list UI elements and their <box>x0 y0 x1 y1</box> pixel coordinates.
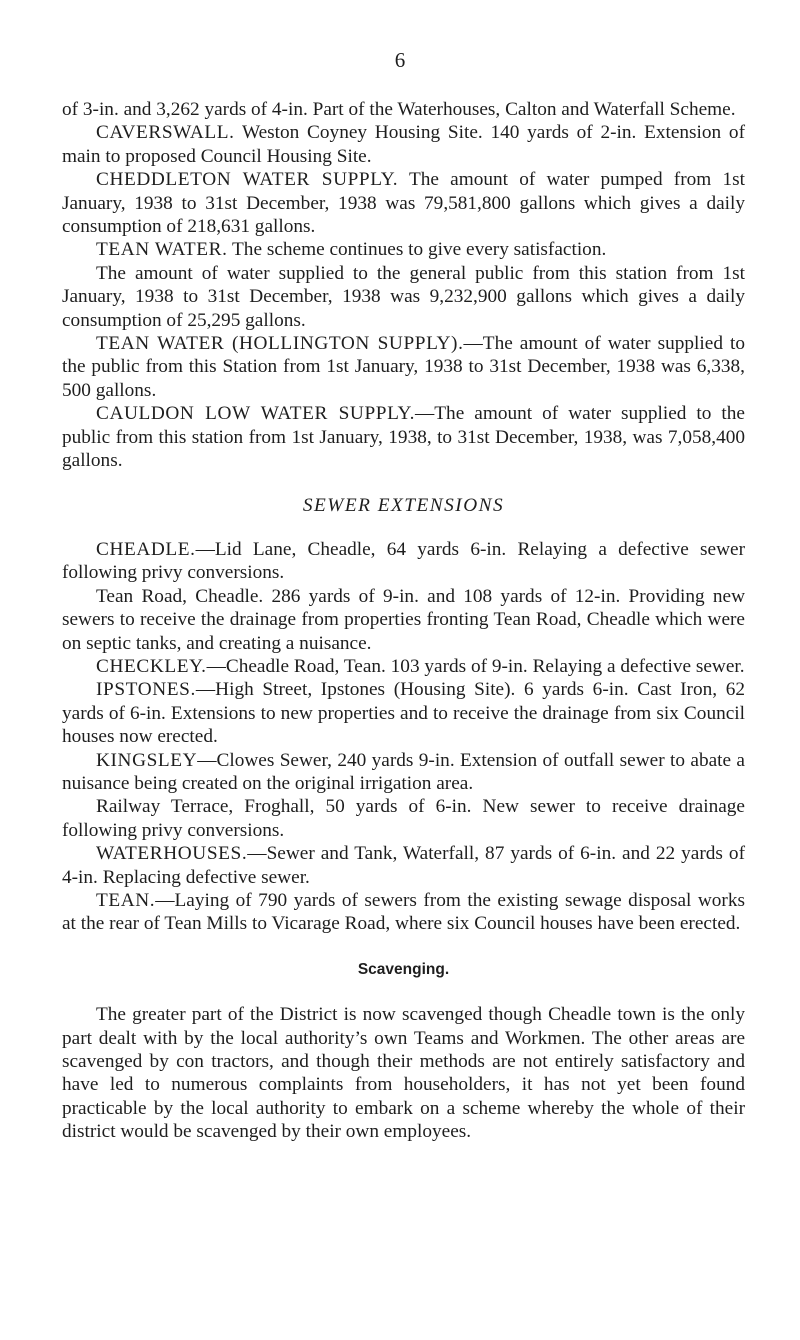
paragraph-caverswall <box>62 121 745 168</box>
sewer-extensions-heading: SEWER EXTENSIONS <box>302 494 505 516</box>
paragraph-tean-water <box>62 238 745 261</box>
paragraph-ipstones <box>62 678 745 748</box>
scavenging-heading: Scavenging. <box>357 960 450 978</box>
tean-hollington-lead: TEAN WATER (HOLLINGTON SUPPLY). <box>96 333 464 355</box>
tean-water-lead: TEAN WATER. <box>96 239 228 261</box>
cauldon-low-lead: CAULDON LOW WATER SUPPLY. <box>96 403 415 425</box>
body-text <box>62 98 745 1144</box>
tean-water-text: The scheme continues to give every satisfaction. <box>227 239 607 261</box>
kingsley-lead: KINGSLEY <box>96 749 198 771</box>
cheadle-lead: CHEADLE. <box>96 538 196 560</box>
paragraph-cheddleton <box>62 168 745 238</box>
checkley-lead: CHECKLEY. <box>96 655 207 677</box>
cheadle-text: —Lid Lane, Cheadle, 64 yards 6-in. Relaying a defective sewer following privy conversions. <box>62 538 745 584</box>
tean-lead: TEAN. <box>96 890 156 911</box>
paragraph-tean <box>62 889 745 936</box>
page-number: 6 <box>394 48 406 72</box>
paragraph-scavenging: The greater part of the District is now scavenged though Cheadle town is the only part dealt with by the local authority’s own Teams and Workmen. The other areas are scavenged by con tractors, and though their methods are not entirely satisfactory and have led to numerous complaints from householders, it has not yet been found practicable by the local authority to embark on a scheme whereby the whole of their district would be scavenged by their own employees. <box>62 1004 745 1143</box>
waterhouses-text: —Sewer and Tank, Waterfall, 87 yards of 6-in. and 22 yards of 4-in. Replacing defective sewer. <box>62 843 745 888</box>
paragraph-waterhouses <box>62 842 745 889</box>
tean-text: —Laying of 790 yards of sewers from the existing sewage disposal works at the rear of Tean Mills to Vicarage Road, where six Council houses have been erected. <box>62 890 745 935</box>
paragraph-tean-water-amount: The amount of water supplied to the general public from this station from 1st January, 1938 to 31st December, 1938 was 9,232,900 gallons which gives a daily consumption of 25,295 gallons. <box>62 262 745 331</box>
waterhouses-lead: WATERHOUSES. <box>96 843 248 865</box>
kingsley-text: —Clowes Sewer, 240 yards 9-in. Extension of outfall sewer to abate a nuisance being created on the original irrigation area. <box>62 749 745 794</box>
paragraph-cauldon-low <box>62 402 745 472</box>
checkley-text: —Cheadle Road, Tean. 103 yards of 9-in. Relaying a defective sewer. <box>206 655 745 677</box>
cauldon-low-text: —The amount of water supplied to the public from this station from 1st January, 1938, to 31st December, 1938, was 7,058,400 gallons. <box>62 403 745 472</box>
ipstones-lead: IPSTONES. <box>96 679 196 701</box>
paragraph-checkley <box>62 655 745 678</box>
cheddleton-text: The amount of water pumped from 1st January, 1938 to 31st December, 1938 was 79,581,800 gallons which gives a daily consumption of 218,631 gallons. <box>62 169 745 238</box>
tean-hollington-text: —The amount of water supplied to the public from this Station from 1st January, 1938 to 31st December, 1938 was 6,338, 500 gallons. <box>62 333 745 401</box>
caverswall-lead: CAVERSWALL. <box>96 122 235 144</box>
cheddleton-lead: CHEDDLETON WATER SUPPLY. <box>96 169 399 191</box>
paragraph-cheadle <box>62 538 745 585</box>
paragraph-tean-hollington <box>62 332 745 402</box>
paragraph-kingsley <box>62 749 745 796</box>
ipstones-text: —High Street, Ipstones (Housing Site). 6 yards 6-in. Cast Iron, 62 yards of 6-in. Extensions to new properties and to receive the drainage from six Council houses now erected. <box>62 679 745 748</box>
paragraph-railway-terrace: Railway Terrace, Froghall, 50 yards of 6-in. New sewer to receive drainage following privy conversions. <box>62 796 745 841</box>
paragraph-waterhouses-continued: of 3-in. and 3,262 yards of 4-in. Part of the Waterhouses, Calton and Waterfall Scheme. <box>62 99 736 120</box>
paragraph-tean-road: Tean Road, Cheadle. 286 yards of 9-in. and 108 yards of 12-in. Providing new sewers to receive the drainage from properties fronting Tean Road, Cheadle which were on septic tanks, and creating a nuisance. <box>62 585 745 654</box>
caverswall-text: Weston Coyney Housing Site. 140 yards of 2-in. Extension of main to proposed Council Housing Site. <box>62 122 745 167</box>
